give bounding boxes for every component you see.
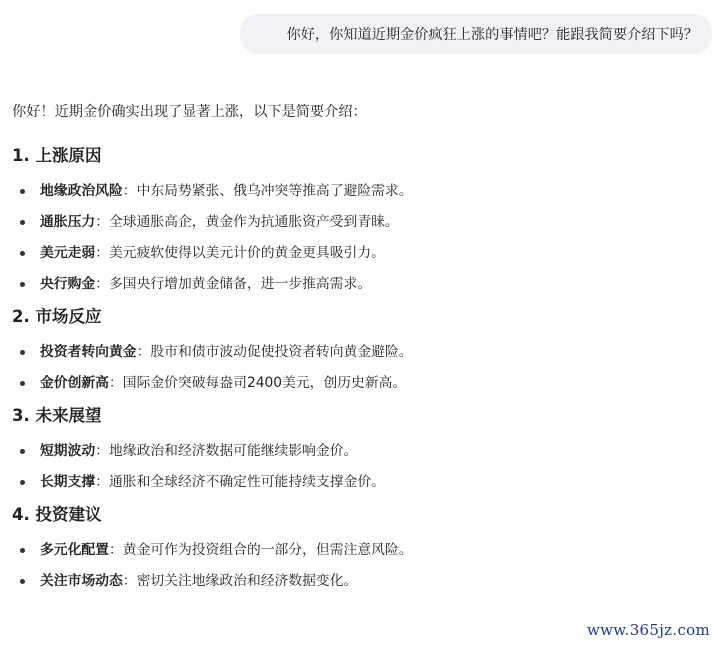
item-term: 美元走弱 [40,245,96,261]
bullet-dot-icon [20,282,25,287]
item-text: 中东局势紧张、俄乌冲突等推高了避险需求。 [136,183,413,199]
list-item [12,540,702,560]
list-item [12,373,702,393]
item-term: 通胀压力 [40,214,96,230]
item-separator: ： [108,375,123,391]
section-title: 2. 市场反应 [12,307,102,326]
bullet-list [12,441,702,492]
item-separator: ： [108,542,123,558]
bullet-dot-icon [20,548,25,553]
item-term: 多元化配置 [40,542,109,558]
section-outlook [12,404,702,492]
bullet-list [12,342,702,393]
item-term: 地缘政治风险 [40,183,123,199]
list-item [12,181,702,201]
item-separator: ： [95,474,109,490]
item-text: 黄金可作为投资组合的一部分，但需注意风险。 [122,542,413,558]
bullet-list [12,181,702,294]
item-term: 关注市场动态 [40,573,123,589]
list-item [12,212,702,232]
list-item [12,571,702,591]
item-text: 通胀和全球经济不确定性可能持续支撑金价。 [108,474,385,490]
user-message-text: 你好，你知道近期金价疯狂上涨的事情吧？能跟我简要介绍下吗？ [286,27,698,43]
section-market-reaction [12,305,702,393]
list-item [12,243,702,263]
bullet-dot-icon [20,381,25,386]
item-separator: ： [136,344,151,360]
item-text: 全球通胀高企，黄金作为抗通胀资产受到青睐。 [108,214,399,230]
item-text: 多国央行增加黄金储备，进一步推高需求。 [108,276,372,292]
bullet-dot-icon [20,350,25,355]
list-item [12,441,702,461]
section-investment-advice [12,503,702,591]
item-term: 投资者转向黄金 [40,344,137,360]
list-item [12,472,702,492]
item-term: 央行购金 [40,276,96,292]
bullet-dot-icon [20,220,25,225]
assistant-reply [12,100,702,602]
section-title: 1. 上涨原因 [12,146,102,165]
item-separator: ： [122,183,137,199]
watermark: www.365jz.com [586,621,710,639]
user-message-bubble [240,14,712,54]
bullet-list [12,540,702,591]
item-separator: ： [95,443,109,459]
bullet-dot-icon [20,579,25,584]
section-title: 4. 投资建议 [12,505,102,524]
item-text: 国际金价突破每盎司2400美元，创历史新高。 [122,375,407,391]
bullet-dot-icon [20,480,25,485]
section-title: 3. 未来展望 [12,406,102,425]
item-text: 密切关注地缘政治和经济数据变化。 [136,573,358,589]
section-reasons [12,144,702,294]
item-text: 美元疲软使得以美元计价的黄金更具吸引力。 [108,245,385,261]
item-text: 股市和债市波动促使投资者转向黄金避险。 [150,344,413,360]
item-term: 长期支撑 [40,474,96,490]
item-separator: ： [95,214,109,230]
bullet-dot-icon [20,251,25,256]
list-item [12,342,702,362]
list-item [12,274,702,294]
bullet-dot-icon [20,189,25,194]
item-term: 金价创新高 [40,375,109,391]
item-separator: ： [122,573,137,589]
item-text: 地缘政治和经济数据可能继续影响金价。 [108,443,358,459]
reply-intro: 你好！近期金价确实出现了显著上涨，以下是简要介绍： [12,104,367,120]
item-term: 短期波动 [40,443,96,459]
item-separator: ： [95,245,109,261]
item-separator: ： [95,276,109,292]
bullet-dot-icon [20,449,25,454]
